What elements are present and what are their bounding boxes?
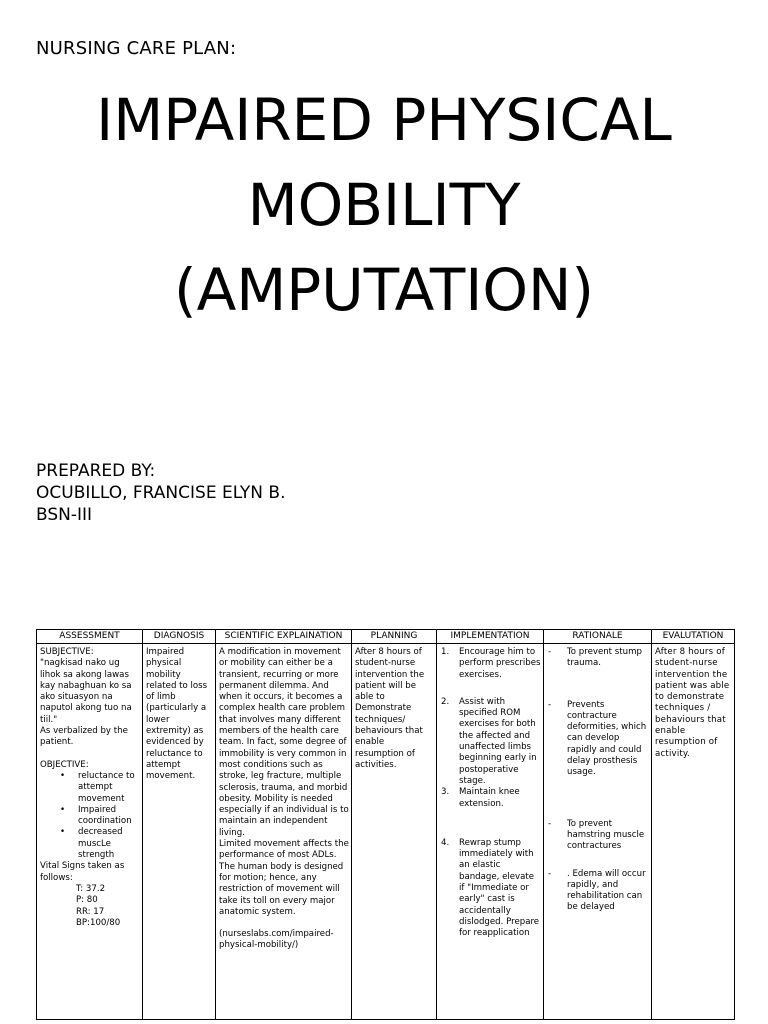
evaluation-cell: [652, 644, 735, 1020]
planning-text: After 8 hours of student-nurse intervention the patient will be able to Demonstrate techniques/ behaviours that enable resumption of activities.: [355, 647, 427, 770]
table-header-row: [37, 630, 735, 644]
vital-blood-pressure: BP:100/80: [76, 917, 121, 928]
title-line-1: IMPAIRED PHYSICAL: [96, 86, 672, 154]
item-text: . Edema will occur rapidly, and rehabilitation can be delayed: [567, 868, 646, 913]
header-evaluation: EVALUTATION: [652, 630, 735, 644]
item-text: Assist with specified ROM exercises for both the affected and unaffected limbs beginning early in postoperative stage.: [459, 696, 537, 786]
item-number: 3.: [441, 787, 450, 798]
implementation-item: [440, 647, 541, 681]
explanation-cell: [216, 644, 352, 1020]
spacer: [40, 749, 140, 760]
implementation-item: [440, 787, 541, 810]
vital-respiratory-rate: RR: 17: [76, 906, 105, 917]
spacer: [219, 918, 349, 929]
implementation-item: [440, 697, 541, 787]
diagnosis-cell: [143, 644, 216, 1020]
item-number: 1.: [441, 647, 450, 657]
verbalized-note: As verbalized by the patient.: [40, 726, 131, 748]
doc-title: [0, 78, 768, 333]
care-plan-table: [36, 629, 735, 1020]
prepared-by-block: [36, 460, 286, 526]
explanation-paragraph-2: Limited movement affects the performance of most ADLs. The human body is designed for motion; hence, any restriction of movement will take its toll on every major anatomic system.: [219, 839, 352, 917]
implementation-cell: [437, 644, 544, 1020]
item-number: 4.: [441, 837, 450, 848]
vital-temperature: T: 37.2: [76, 883, 106, 894]
rationale-item: [547, 700, 649, 779]
item-text: To prevent stump trauma.: [567, 647, 642, 669]
objective-item: • reluctance to attempt movement: [40, 771, 140, 805]
objective-item: • decreased muscLe strength: [40, 827, 140, 861]
rationale-item: [547, 819, 649, 853]
title-line-3: (AMPUTATION): [173, 256, 595, 324]
subjective-quote: "nagkisad nako ug lihok sa akong lawas kay nabaghuan ko sa ako situasyon na naputol akong tuo na tiil.": [40, 658, 135, 725]
item-dash: -: [548, 818, 552, 829]
header-scientific-explanation: SCIENTIFIC EXPLAINATION: [216, 630, 352, 644]
header-planning: PLANNING: [352, 630, 437, 644]
doc-subtitle: NURSING CARE PLAN:: [36, 38, 237, 59]
vitals-label: Vital Signs taken as follows:: [40, 861, 128, 883]
explanation-reference: (nurseslabs.com/impaired-physical-mobility/): [219, 929, 334, 951]
diagnosis-text: Impaired physical mobility related to loss of limb (particularly a lower extremity) as evidenced by reluctance to attempt movement.: [146, 647, 210, 782]
objective-label: OBJECTIVE:: [40, 759, 89, 770]
title-line-2: MOBILITY: [247, 171, 521, 239]
header-assessment: ASSESSMENT: [37, 630, 143, 644]
subjective-label: SUBJECTIVE:: [40, 647, 94, 657]
explanation-paragraph-1: A modification in movement or mobility can either be a transient, recurring or more permanent dilemma. And when it occurs, it becomes a complex health care problem that involves many different members of the health care team. In fact, some degree of immobility is very common in most conditions such as stroke, leg fracture, multiple sclerosis, trauma, and morbid obesity. Mobility is needed especially if an individual is to maintain an independent living.: [219, 647, 352, 838]
planning-cell: [352, 644, 437, 1020]
evaluation-text: After 8 hours of student-nurse intervention the patient was able to demonstrate techniques / behaviours that enable resumption of activity.: [655, 647, 733, 759]
header-diagnosis: DIAGNOSIS: [143, 630, 216, 644]
rationale-item: [547, 869, 649, 914]
rationale-item: [547, 647, 649, 670]
objective-item: • Impaired coordination: [40, 805, 140, 828]
assessment-cell: [37, 644, 143, 1020]
item-dash: -: [548, 647, 552, 657]
header-implementation: IMPLEMENTATION: [437, 630, 544, 644]
rationale-cell: [544, 644, 652, 1020]
item-dash: -: [548, 868, 552, 879]
item-text: Maintain knee extension.: [459, 787, 520, 809]
author-course: BSN-III: [36, 505, 93, 525]
item-text: Rewrap stump immediately with an elastic bandage, elevate if "Immediate or early" cast is accidentally dislodged. Prepare for reapplication: [459, 837, 540, 939]
implementation-item: [440, 838, 541, 940]
header-rationale: RATIONALE: [544, 630, 652, 644]
item-text: Prevents contracture deformities, which can develop rapidly and could delay prosthesis usage.: [567, 699, 647, 778]
item-text: Encourage him to perform prescribes exercises.: [459, 647, 541, 680]
table-row: [37, 644, 735, 1020]
item-number: 2.: [441, 696, 450, 707]
vital-pulse: P: 80: [76, 895, 98, 906]
author-name: OCUBILLO, FRANCISE ELYN B.: [36, 483, 286, 503]
item-dash: -: [548, 699, 552, 710]
prepared-by-label: PREPARED BY:: [36, 461, 156, 481]
item-text: To prevent hamstring muscle contractures: [567, 818, 645, 852]
